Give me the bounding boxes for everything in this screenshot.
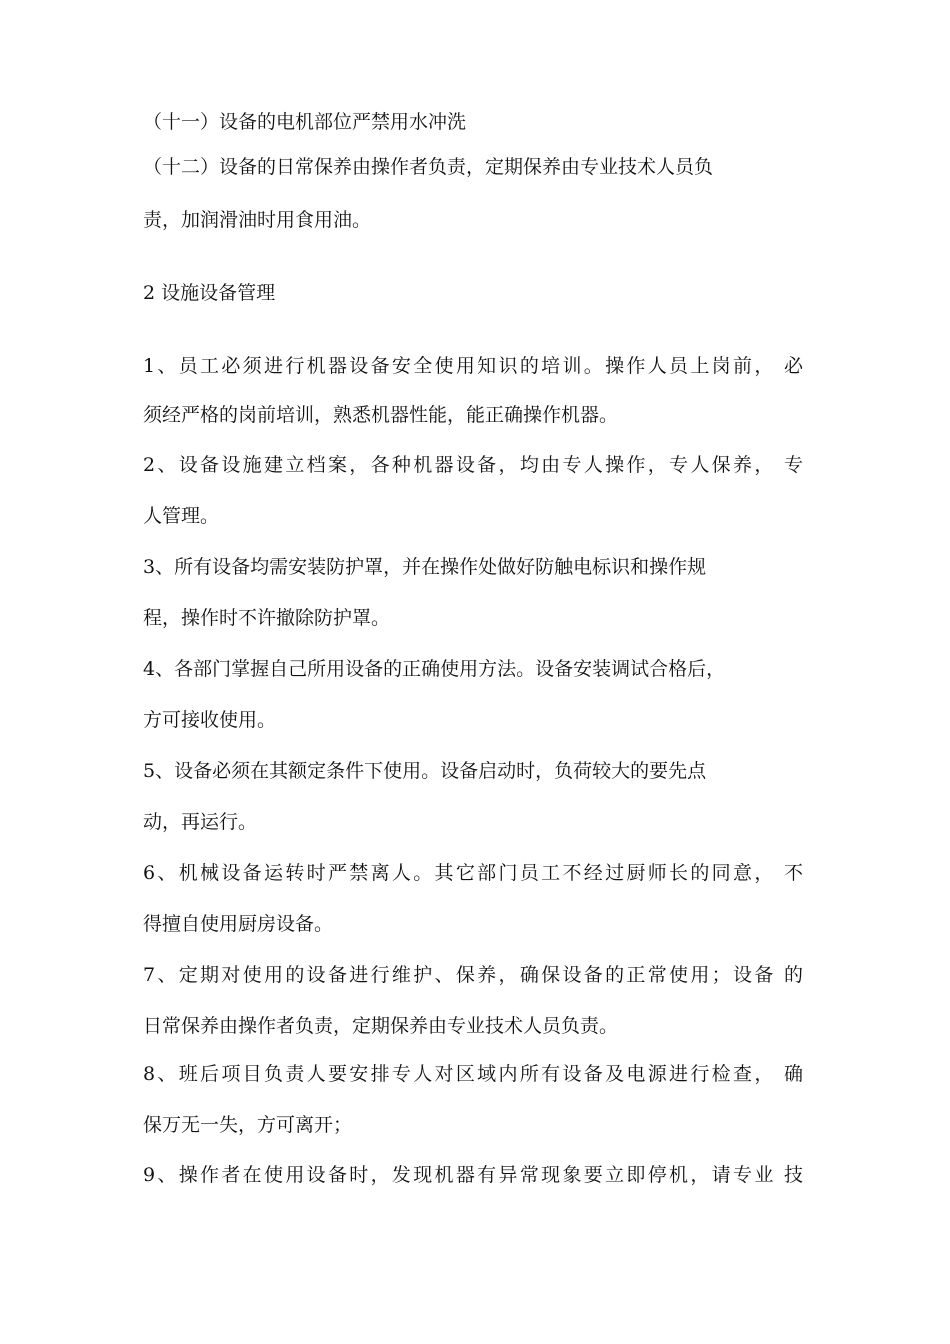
item-6-line-2: 得擅自使用厨房设备。 [143, 913, 334, 935]
item-1-line-2: 须经严格的岗前培训，熟悉机器性能，能正确操作机器。 [143, 404, 619, 426]
item-4-line-2: 方可接收使用。 [143, 709, 277, 731]
item-2-line-2: 人管理。 [143, 505, 220, 527]
item-9-line-1: 9、操作者在使用设备时，发现机器有异常现象要立即停机，请专业 技 [143, 1164, 803, 1186]
item-8-line-2: 保万无一失，方可离开； [143, 1114, 353, 1136]
item-3-line-1: 3、所有设备均需安装防护罩，并在操作处做好防触电标识和操作规 [143, 556, 707, 578]
item-6-line-1: 6、机械设备运转时严禁离人。其它部门员工不经过厨师长的同意， 不 [143, 862, 803, 884]
item-8-line-1: 8、班后项目负责人要安排专人对区域内所有设备及电源进行检查， 确 [143, 1063, 803, 1085]
item-4-line-1: 4、各部门掌握自己所用设备的正确使用方法。设备安装调试合格后， [143, 658, 726, 680]
item-5-line-1: 5、设备必须在其额定条件下使用。设备启动时，负荷较大的要先点 [143, 760, 707, 782]
item-3-line-2: 程，操作时不许撤除防护罩。 [143, 607, 391, 629]
item-5-line-2: 动，再运行。 [143, 811, 258, 833]
text-line-12: （十二）设备的日常保养由操作者负责，定期保养由专业技术人员负 [143, 156, 714, 178]
section-heading: 2 设施设备管理 [143, 282, 276, 304]
item-7-line-1: 7、定期对使用的设备进行维护、保养，确保设备的正常使用；设备 的 [143, 964, 803, 986]
text-line-12-cont: 责，加润滑油时用食用油。 [143, 209, 372, 231]
item-1-line-1: 1、员工必须进行机器设备安全使用知识的培训。操作人员上岗前， 必 [143, 355, 803, 377]
text-line-11: （十一）设备的电机部位严禁用水冲洗 [143, 111, 467, 133]
item-2-line-1: 2、设备设施建立档案，各种机器设备，均由专人操作，专人保养， 专 [143, 454, 803, 476]
item-7-line-2: 日常保养由操作者负责，定期保养由专业技术人员负责。 [143, 1015, 619, 1037]
